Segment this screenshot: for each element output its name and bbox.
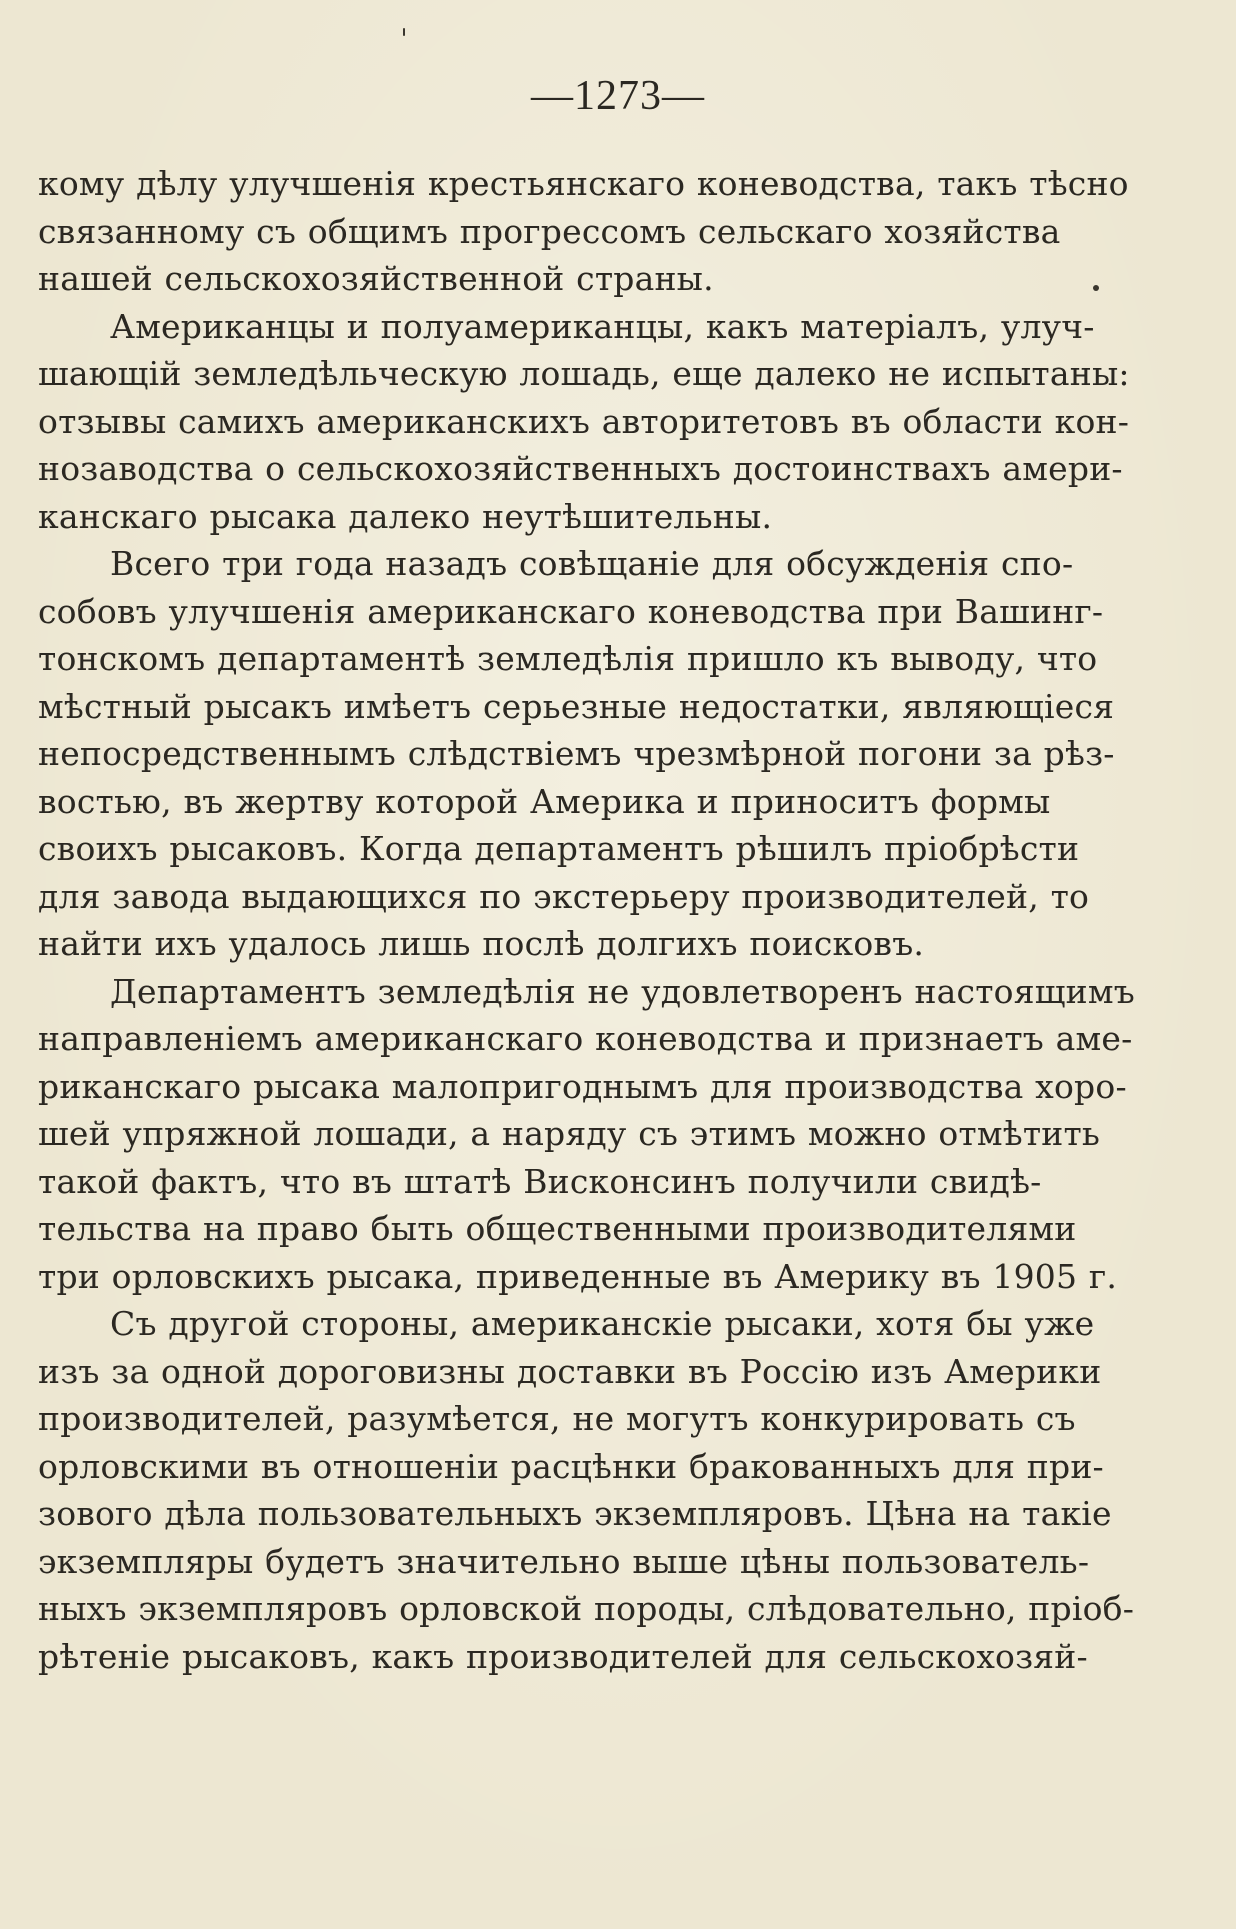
text-line: риканскаго рысака малопригоднымъ для производства хоро- [38,1066,1127,1106]
text-line: зового дѣла пользовательныхъ экземпляровъ. Цѣна на такіе [38,1494,1112,1533]
text-line: такой фактъ, что въ штатѣ Висконсинъ получили свидѣ- [38,1161,1042,1201]
text-line: канскаго рысака далеко неутѣшительны. [38,496,773,536]
text-line: рѣтеніе рысаковъ, какъ производителей для сельскохозяй- [38,1636,1088,1676]
text-line: экземпляры будетъ значительно выше цѣны пользователь- [38,1541,1090,1581]
text-line: производителей, разумѣется, не могутъ конкурировать съ [38,1399,1076,1438]
text-line: Всего три года назадъ совѣщаніе для обсужденія спо- [110,544,1074,583]
text-line: отзывы самихъ американскихъ авторитетовъ въ области кон- [38,401,1130,441]
paragraph [38,968,1135,1301]
text-line: Съ другой стороны, американскіе рысаки, хотя бы уже [110,1304,1095,1343]
text-line: шающій земледѣльческую лошадь, еще далеко не испытаны: [38,354,1130,393]
page-number: —1273— [531,73,705,119]
text-line: найти ихъ удалось лишь послѣ долгихъ поисковъ. [38,924,925,963]
text-line: собовъ улучшенія американскаго коневодства при Вашинг- [38,591,1104,631]
paragraph [38,160,1129,303]
text-line: востью, въ жертву которой Америка и приноситъ формы [38,781,1051,821]
text-line: нашей сельскохозяйственной страны. [38,259,714,298]
text-line: орловскими въ отношеніи расцѣнки бракованныхъ для при- [38,1446,1104,1486]
paragraph [38,1300,1135,1680]
paragraph [38,540,1115,968]
text-line: Американцы и полуамериканцы, какъ матеріалъ, улуч- [110,306,1095,346]
paragraph [38,303,1130,541]
text-line: нозаводства о сельскохозяйственныхъ достоинствахъ амери- [38,449,1123,488]
text-line: тельства на право быть общественными производителями [38,1209,1077,1248]
text-line: связанному съ общимъ прогрессомъ сельскаго хозяйства [38,211,1061,251]
text-line: непосредственнымъ слѣдствіемъ чрезмѣрной погони за рѣз- [38,734,1115,773]
text-line: своихъ рысаковъ. Когда департаментъ рѣшилъ пріобрѣсти [38,829,1080,868]
text-line: направленіемъ американскаго коневодства и признаетъ аме- [38,1019,1133,1058]
text-line: Департаментъ земледѣлія не удовлетворенъ настоящимъ [110,971,1135,1011]
paper-speck [403,28,405,36]
paper-speck [1093,285,1099,291]
text-line: изъ за одной дороговизны доставки въ Россію изъ Америки [38,1351,1102,1391]
text-line: ныхъ экземпляровъ орловской породы, слѣдовательно, пріоб- [38,1589,1135,1628]
text-line: кому дѣлу улучшенія крестьянскаго коневодства, такъ тѣсно [38,164,1129,203]
text-line: три орловскихъ рысака, приведенные въ Америку въ 1905 г. [38,1256,1118,1296]
text-line: шей упряжной лошади, а наряду съ этимъ можно отмѣтить [38,1114,1101,1153]
text-line: тонскомъ департаментѣ земледѣлія пришло къ выводу, что [38,639,1098,678]
text-line: мѣстный рысакъ имѣетъ серьезные недостатки, являющіеся [38,686,1115,726]
body-text [38,160,1135,1680]
text-line: для завода выдающихся по экстерьеру производителей, то [38,876,1090,916]
